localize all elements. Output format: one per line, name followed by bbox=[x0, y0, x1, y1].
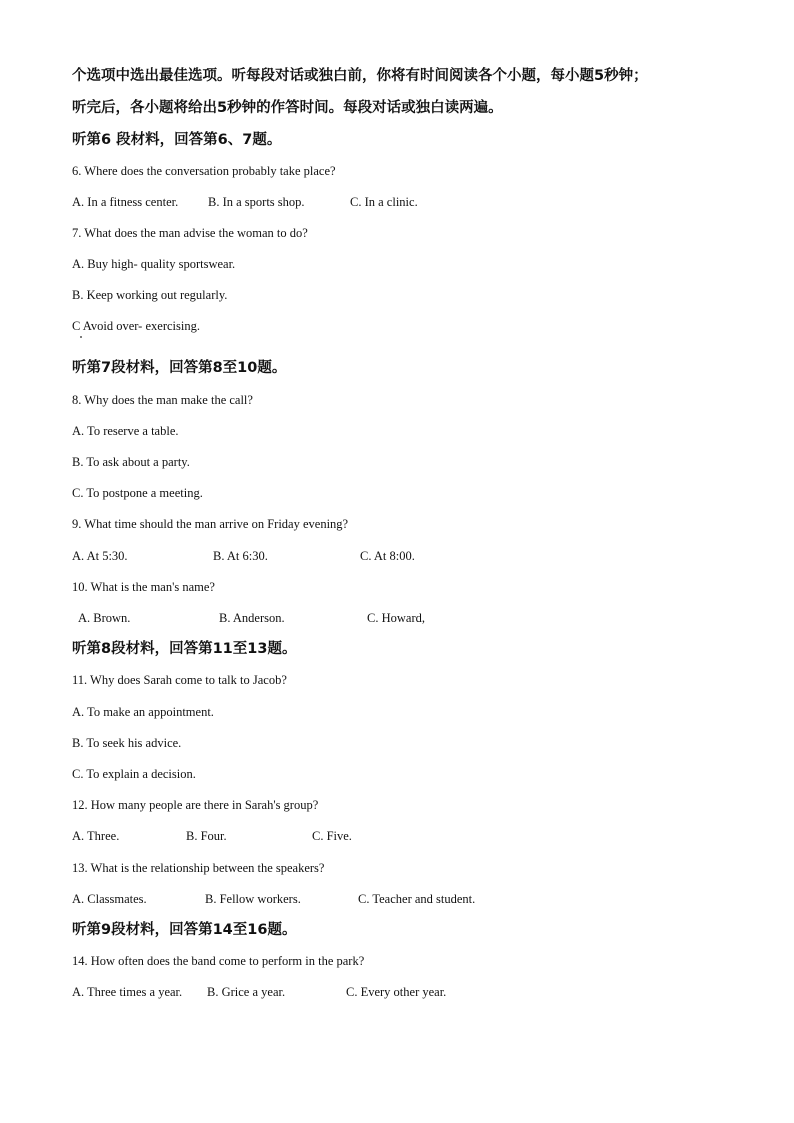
options-row bbox=[72, 548, 415, 564]
option: A. To make an appointment. bbox=[72, 705, 214, 719]
section-heading: 听第6 段材料，回答第6、7题。 bbox=[72, 132, 282, 148]
options-row bbox=[72, 984, 446, 1000]
question-stem: 12. How many people are there in Sarah's group? bbox=[72, 798, 319, 812]
option: B. Keep working out regularly. bbox=[72, 288, 228, 302]
option: C. Howard, bbox=[367, 611, 425, 625]
option: C. At 8:00. bbox=[360, 549, 415, 563]
option: A. Three times a year. bbox=[72, 985, 183, 999]
intro-line-1: 个选项中选出最佳选项。听每段对话或独白前，你将有时间阅读各个小题，每小题5秒钟； bbox=[72, 68, 648, 84]
section-heading: 听第9段材料，回答第14至16题。 bbox=[72, 922, 297, 938]
question-stem: 10. What is the man's name? bbox=[72, 580, 215, 594]
options-row bbox=[72, 891, 475, 907]
question-stem: 7. What does the man advise the woman to do? bbox=[72, 226, 308, 240]
question-stem: 8. Why does the man make the call? bbox=[72, 393, 253, 407]
section-heading: 听第7段材料，回答第8至10题。 bbox=[72, 360, 287, 376]
option: A. At 5:30. bbox=[72, 549, 128, 563]
option: C Avoid over- exercising. bbox=[72, 319, 200, 333]
question-stem: 6. Where does the conversation probably take place? bbox=[72, 164, 336, 178]
options-row bbox=[72, 828, 352, 844]
option: B. Grice a year. bbox=[207, 985, 286, 999]
option: B. To seek his advice. bbox=[72, 736, 182, 750]
option: B. In a sports shop. bbox=[208, 195, 305, 209]
option: C. To explain a decision. bbox=[72, 767, 196, 781]
question-stem: 14. How often does the band come to perform in the park? bbox=[72, 954, 365, 968]
section-heading: 听第8段材料，回答第11至13题。 bbox=[72, 641, 297, 657]
options-row bbox=[72, 194, 418, 210]
option: B. At 6:30. bbox=[213, 549, 268, 563]
question-stem: 9. What time should the man arrive on Friday evening? bbox=[72, 517, 349, 531]
option: A. In a fitness center. bbox=[72, 195, 179, 209]
options-row bbox=[78, 610, 425, 626]
option: C. To postpone a meeting. bbox=[72, 486, 203, 500]
option: B. Anderson. bbox=[219, 611, 285, 625]
question-stem: 11. Why does Sarah come to talk to Jacob? bbox=[72, 673, 287, 687]
option: A. Brown. bbox=[78, 611, 131, 625]
option: A. Three. bbox=[72, 829, 120, 843]
option: C. Every other year. bbox=[346, 985, 447, 999]
intro-line-2: 听完后，各小题将给出5秒钟的作答时间。每段对话或独白读两遍。 bbox=[72, 100, 503, 116]
option: C. Teacher and student. bbox=[358, 892, 476, 906]
option: B. Fellow workers. bbox=[205, 892, 301, 906]
option: A. To reserve a table. bbox=[72, 424, 179, 438]
question-stem: 13. What is the relationship between the speakers? bbox=[72, 861, 325, 875]
option: A. Classmates. bbox=[72, 892, 147, 906]
option: C. Five. bbox=[312, 829, 352, 843]
stray-dot bbox=[80, 336, 82, 338]
option: B. Four. bbox=[186, 829, 227, 843]
option: C. In a clinic. bbox=[350, 195, 418, 209]
option: A. Buy high- quality sportswear. bbox=[72, 257, 236, 271]
option: B. To ask about a party. bbox=[72, 455, 190, 469]
